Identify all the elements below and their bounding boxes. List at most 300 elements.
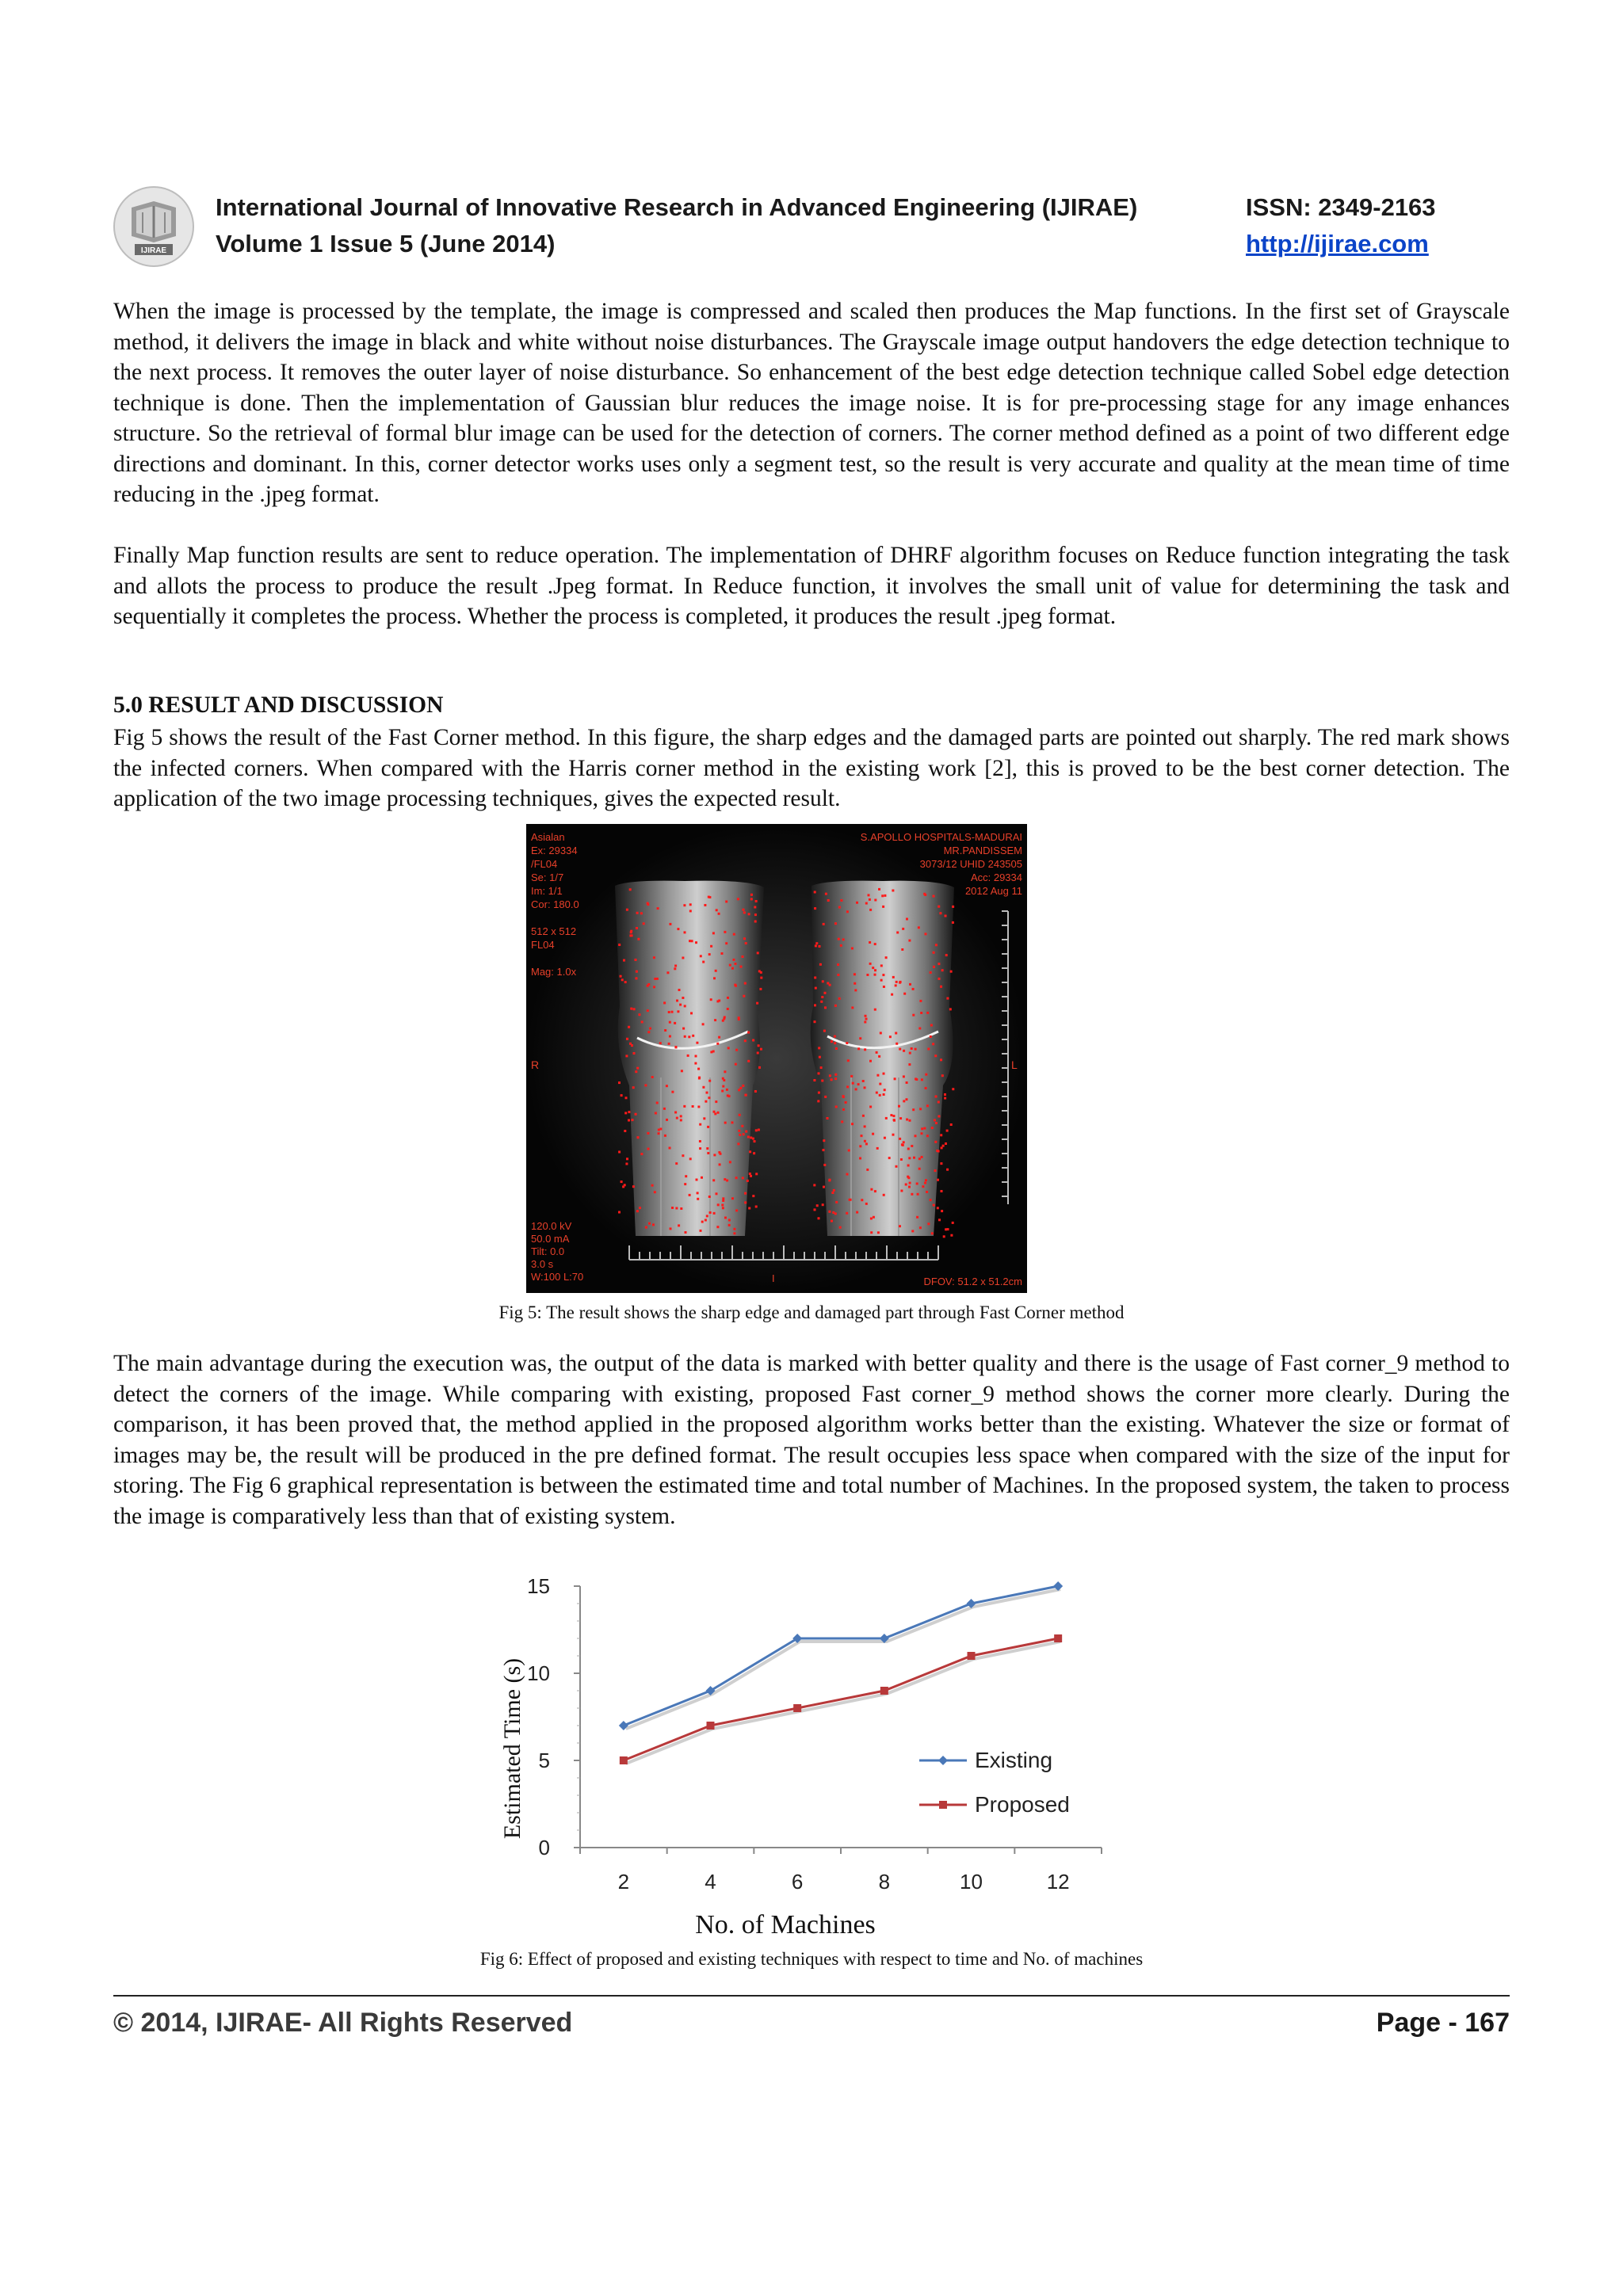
corner-mark [908, 1063, 911, 1066]
corner-mark [735, 1177, 738, 1179]
corner-mark [743, 995, 745, 997]
corner-mark [689, 1158, 692, 1160]
corner-mark [754, 1140, 756, 1142]
corner-mark [631, 934, 633, 936]
corner-mark [674, 967, 676, 970]
corner-mark [944, 1093, 946, 1096]
legend-label-existing: Existing [975, 1748, 1053, 1772]
corner-mark [822, 980, 824, 982]
footer-rule [113, 1995, 1510, 1997]
corner-mark [713, 1111, 716, 1113]
corner-mark [818, 1092, 820, 1094]
corner-mark [737, 898, 739, 900]
corner-mark [938, 1219, 941, 1221]
corner-mark [726, 1089, 728, 1091]
corner-mark [819, 963, 822, 966]
corner-mark [630, 1008, 632, 1010]
corner-mark [874, 1190, 876, 1192]
corner-mark [926, 1135, 929, 1137]
journal-issn: ISSN: 2349-2163 [1246, 193, 1436, 221]
corner-mark [900, 1158, 903, 1161]
corner-mark [931, 1127, 934, 1129]
corner-mark [893, 1119, 896, 1121]
corner-mark [932, 1043, 934, 1045]
corner-mark [870, 1218, 873, 1220]
corner-mark [834, 1042, 836, 1044]
corner-mark [882, 906, 884, 908]
corner-mark [676, 1117, 678, 1119]
corner-mark [713, 1154, 716, 1156]
corner-mark [946, 1130, 949, 1132]
corner-mark [942, 1145, 945, 1147]
corner-mark [884, 1137, 886, 1139]
corner-mark [819, 1056, 821, 1058]
corner-mark [758, 1044, 760, 1047]
corner-mark [666, 1119, 668, 1121]
corner-mark [940, 986, 942, 988]
corner-mark [818, 1217, 820, 1219]
corner-mark [621, 978, 624, 981]
corner-mark [952, 1088, 954, 1090]
corner-mark [760, 977, 762, 979]
corner-mark [823, 1139, 825, 1142]
corner-mark [944, 1097, 946, 1100]
corner-mark [630, 930, 632, 933]
corner-mark [854, 973, 856, 975]
corner-mark [938, 1101, 940, 1104]
corner-mark [912, 988, 915, 990]
corner-mark [696, 1042, 698, 1044]
corner-mark [926, 1191, 928, 1193]
corner-mark [898, 1105, 900, 1108]
corner-mark [653, 956, 655, 959]
corner-mark [714, 1019, 716, 1021]
corner-mark [697, 1068, 700, 1070]
xray-side-left: R [531, 1058, 540, 1071]
corner-mark [880, 1032, 882, 1034]
corner-mark [919, 1108, 922, 1110]
corner-mark [883, 1194, 885, 1196]
corner-mark [927, 1048, 930, 1051]
corner-mark [688, 1035, 690, 1038]
corner-mark [697, 1198, 699, 1200]
corner-mark [862, 1080, 865, 1082]
corner-mark [671, 1011, 674, 1013]
corner-mark [718, 1151, 720, 1154]
corner-mark [907, 1176, 909, 1178]
corner-mark [735, 1209, 738, 1211]
corner-mark [949, 1008, 952, 1010]
corner-mark [628, 1119, 630, 1122]
corner-mark [911, 1047, 913, 1050]
corner-mark [869, 963, 872, 965]
corner-mark [738, 1018, 740, 1020]
corner-mark [756, 1002, 758, 1005]
corner-mark [823, 1149, 825, 1151]
corner-mark [651, 1076, 654, 1078]
corner-mark [722, 1077, 724, 1080]
corner-mark [701, 1221, 704, 1223]
corner-mark [861, 1135, 863, 1137]
corner-mark [689, 1194, 691, 1196]
corner-mark [663, 1001, 666, 1004]
corner-mark [850, 1075, 853, 1077]
left-knee-shape [615, 881, 764, 1236]
corner-mark [911, 1145, 913, 1147]
corner-mark [940, 1134, 942, 1136]
corner-mark [654, 1191, 656, 1193]
corner-mark [633, 1008, 636, 1010]
corner-mark [668, 1043, 670, 1045]
corner-mark [909, 1182, 911, 1184]
corner-mark [682, 997, 684, 999]
corner-mark [851, 1123, 854, 1125]
corner-mark [705, 1100, 707, 1103]
corner-mark [941, 1146, 943, 1149]
corner-mark [919, 1000, 922, 1002]
corner-mark [877, 1231, 880, 1234]
corner-mark [814, 907, 816, 910]
corner-mark [728, 1219, 731, 1222]
corner-mark [744, 1039, 747, 1042]
corner-mark [927, 1222, 930, 1225]
corner-mark [742, 1177, 744, 1179]
corner-mark [752, 1138, 754, 1140]
x-tick-label: 8 [878, 1870, 891, 1894]
corner-mark [873, 1216, 875, 1219]
corner-mark [743, 1133, 745, 1135]
corner-mark [703, 1117, 705, 1119]
corner-mark [856, 902, 858, 904]
corner-mark [899, 1048, 901, 1051]
corner-mark [834, 1005, 837, 1007]
corner-mark [647, 1148, 650, 1150]
corner-mark [908, 1186, 911, 1188]
corner-mark [700, 1230, 702, 1232]
corner-mark [883, 1073, 885, 1075]
corner-mark [727, 997, 729, 999]
corner-mark [636, 977, 638, 979]
corner-mark [705, 1219, 707, 1222]
corner-mark [946, 997, 949, 1000]
corner-mark [637, 1136, 640, 1138]
corner-mark [852, 1082, 854, 1085]
corner-mark [714, 1112, 716, 1115]
corner-mark [940, 1162, 942, 1165]
corner-mark [864, 1048, 866, 1051]
corner-mark [644, 1084, 647, 1086]
corner-mark [869, 1060, 872, 1062]
corner-mark [697, 1106, 700, 1108]
corner-mark [892, 1134, 895, 1136]
corner-mark [834, 1212, 837, 1215]
corner-mark [671, 1091, 674, 1093]
corner-mark [738, 1130, 740, 1132]
corner-mark [626, 909, 628, 911]
corner-mark [827, 982, 829, 985]
corner-mark [636, 971, 638, 973]
corner-mark [666, 1085, 668, 1087]
corner-mark [855, 1088, 857, 1090]
xray-right-annotations: S.APOLLO HOSPITALS-MADURAI MR.PANDISSEM 3073/12 UHID 243505 Acc: 29334 2012 Aug 11 [860, 831, 1022, 897]
corner-mark [933, 1204, 935, 1207]
corner-mark [819, 945, 821, 948]
corner-mark [699, 1123, 701, 1126]
corner-mark [831, 1220, 833, 1222]
corner-mark [950, 1123, 953, 1126]
corner-mark [935, 1122, 938, 1124]
corner-mark [816, 1204, 819, 1207]
corner-mark [744, 1192, 747, 1195]
corner-mark [814, 891, 816, 894]
y-tick-label: 10 [527, 1661, 550, 1685]
corner-mark [823, 1030, 826, 1032]
corner-mark [838, 906, 841, 909]
corner-mark [687, 1055, 689, 1057]
corner-mark [625, 1163, 628, 1165]
corner-mark [664, 1135, 666, 1137]
y-axis-label: Estimated Time (s) [499, 1657, 525, 1840]
corner-mark [835, 1106, 838, 1108]
corner-mark [885, 1117, 888, 1119]
corner-mark [835, 1047, 838, 1050]
corner-mark [834, 1077, 837, 1080]
corner-mark [659, 1042, 662, 1044]
corner-mark [724, 1217, 727, 1219]
corner-mark [677, 928, 679, 930]
corner-mark [699, 1140, 701, 1142]
corner-mark [834, 922, 837, 925]
corner-mark [925, 1087, 927, 1089]
corner-mark [880, 964, 883, 967]
corner-mark [831, 1078, 833, 1081]
corner-mark [854, 989, 857, 991]
corner-mark [717, 1203, 720, 1206]
corner-mark [641, 1020, 643, 1023]
corner-mark [724, 1178, 726, 1180]
xray-left-annotations: Asialan Ex: 29334 /FL04 Se: 1/7 Im: 1/1 Cor: 180.0 512 x 512 FL04 Mag: 1.0x [531, 831, 579, 978]
x-tick-label: 2 [617, 1870, 630, 1894]
corner-mark [865, 902, 868, 905]
corner-mark [924, 1182, 926, 1184]
corner-mark [677, 1010, 679, 1013]
corner-mark [733, 959, 735, 961]
corner-mark [699, 1147, 701, 1150]
xray-figure [526, 824, 1027, 1293]
corner-mark [937, 1207, 939, 1209]
corner-mark [725, 901, 727, 903]
corner-mark [823, 1164, 826, 1166]
corner-mark [950, 1234, 953, 1237]
corner-mark [911, 1230, 914, 1232]
corner-mark [744, 1201, 747, 1203]
corner-mark [694, 1062, 697, 1065]
corner-mark [925, 1074, 927, 1076]
corner-mark [938, 963, 940, 965]
corner-mark [931, 1232, 934, 1234]
corner-mark [921, 1078, 923, 1081]
corner-mark [637, 938, 640, 940]
corner-mark [749, 1150, 751, 1153]
corner-mark [716, 909, 718, 911]
corner-mark [733, 933, 735, 936]
corner-mark [666, 971, 669, 974]
corner-mark [908, 940, 911, 942]
corner-mark [684, 931, 686, 933]
corner-mark [753, 1152, 755, 1154]
corner-mark [890, 1114, 892, 1116]
corner-mark [921, 1132, 923, 1135]
corner-mark [900, 1190, 903, 1192]
corner-mark [659, 1128, 662, 1131]
corner-mark [647, 1031, 650, 1033]
corner-mark [870, 1188, 873, 1191]
corner-mark [899, 1117, 902, 1119]
y-tick-label: 0 [538, 1836, 550, 1859]
corner-mark [707, 1126, 709, 1128]
legend-marker-existing [938, 1756, 948, 1765]
corner-mark [702, 961, 705, 963]
corner-mark [757, 952, 759, 954]
corner-mark [823, 1186, 825, 1188]
journal-url-link[interactable]: http://ijirae.com [1246, 230, 1429, 257]
x-tick-label: 6 [791, 1870, 804, 1894]
corner-mark [655, 1112, 657, 1115]
corner-mark [755, 1173, 758, 1175]
corner-mark [717, 1112, 720, 1114]
corner-mark [674, 1112, 677, 1114]
corner-mark [874, 1009, 876, 1011]
corner-mark [922, 1185, 924, 1188]
corner-mark [678, 989, 681, 991]
corner-mark [658, 1129, 660, 1131]
corner-mark [755, 1206, 758, 1208]
corner-mark [857, 1047, 860, 1050]
corner-mark [838, 938, 840, 940]
corner-mark [682, 957, 684, 959]
right-knee-shape [811, 881, 954, 1236]
corner-mark [747, 1180, 749, 1182]
corner-mark [713, 977, 716, 979]
corner-mark [847, 1059, 850, 1062]
corner-mark [899, 981, 902, 983]
corner-mark [850, 1199, 852, 1201]
corner-mark [754, 913, 757, 916]
journal-volume: Volume 1 Issue 5 (June 2014) [216, 230, 556, 257]
corner-mark [902, 928, 904, 930]
corner-mark [874, 969, 876, 971]
corner-mark [934, 1055, 937, 1057]
side-ruler [1002, 911, 1008, 1196]
corner-mark [759, 988, 762, 990]
corner-mark [656, 978, 659, 980]
corner-mark [934, 1169, 937, 1172]
corner-mark [865, 1015, 867, 1017]
xray-bottom-left-annotations: 120.0 kV 50.0 mA Tilt: 0.0 3.0 s W:100 L:70 [531, 1220, 584, 1283]
corner-mark [903, 1050, 905, 1052]
corner-mark [917, 1193, 919, 1196]
paragraph-4: The main advantage during the execution was, the output of the data is marked with better quality and there is the usage of Fast corner_9 method to detect the corners of the image. While comparing with existing, proposed Fast corner_9 method shows the corner more clearly. During the comparison, it has been proved that, the method applied in the proposed algorithm works better than the existing. Whatever the size or format of images may be, the result will be produced in the pre defined format. The result occupies less space when compared with the size of the input for storing. The Fig 6 graphical representation is between the estimated time and total number of Machines. In the proposed system, the taken to process the image is comparatively less than that of existing system. [113, 1351, 1510, 1529]
corner-mark [758, 1066, 761, 1069]
x-tick-label: 10 [960, 1870, 983, 1894]
corner-mark [668, 1011, 670, 1013]
corner-mark [652, 1223, 655, 1226]
xray-bottom-right: DFOV: 51.2 x 51.2cm [923, 1276, 1022, 1287]
corner-mark [739, 1134, 741, 1136]
corner-mark [719, 1163, 721, 1165]
corner-mark [716, 1226, 719, 1228]
corner-mark [708, 1196, 711, 1198]
corner-mark [906, 1098, 908, 1100]
corner-mark [742, 955, 744, 958]
corner-mark [815, 944, 817, 947]
corner-mark [758, 970, 761, 972]
corner-mark [845, 1101, 847, 1104]
corner-mark [669, 1147, 671, 1150]
corner-mark [831, 1040, 833, 1043]
corner-mark [934, 1141, 937, 1143]
corner-mark [702, 1023, 705, 1025]
corner-mark [689, 940, 691, 942]
corner-mark [903, 1141, 905, 1143]
corner-mark [747, 1060, 750, 1062]
corner-mark [747, 1136, 750, 1138]
corner-mark [684, 1183, 686, 1185]
corner-mark [846, 1085, 849, 1088]
corner-mark [636, 1067, 639, 1070]
y-tick-label: 15 [527, 1574, 550, 1598]
corner-mark [618, 1211, 621, 1214]
corner-mark [724, 1070, 726, 1073]
corner-mark [872, 967, 874, 969]
corner-mark [706, 1092, 708, 1094]
corner-mark [625, 1097, 628, 1099]
corner-mark [906, 1081, 908, 1084]
corner-mark [859, 1145, 861, 1147]
svg-text:IJIRAE: IJIRAE [140, 246, 167, 255]
corner-mark [943, 1235, 945, 1238]
corner-mark [921, 1156, 923, 1158]
corner-mark [748, 913, 750, 915]
corner-mark [930, 1199, 932, 1201]
corner-mark [657, 907, 659, 910]
corner-mark [696, 1179, 698, 1181]
journal-logo [111, 184, 197, 269]
corner-mark [952, 906, 954, 908]
corner-mark [739, 1114, 741, 1116]
corner-mark [865, 1203, 868, 1205]
corner-mark [679, 1004, 682, 1006]
corner-mark [842, 1108, 845, 1111]
corner-mark [722, 1199, 724, 1202]
corner-mark [846, 910, 849, 913]
corner-mark [879, 1094, 881, 1097]
corner-mark [675, 1207, 678, 1210]
corner-mark [628, 1111, 630, 1113]
corner-mark [919, 1226, 922, 1229]
paragraph-1: When the image is processed by the template, the image is compressed and scaled then produces the Map functions. In the first set of Grayscale method, it delivers the image in black and white without noise disturbances. The Grayscale image output handovers the edge detection technique to the next process. It removes the outer layer of noise disturbance. So enhancement of the best edge detection technique called Sobel edge detection technique is done. Then the implementation of Gaussian blur reduces the image noise. It is for pre-processing stage for any image enhances structure. So the retrieval of formal blur image can be used for the detection of corners. The corner method defined as a point of two different edge directions and dominant. In this, corner detector works uses only a segment test, so the result is very accurate and quality at the mean time of time reducing in the .jpeg format. [113, 299, 1510, 507]
corner-mark [876, 1092, 878, 1094]
corner-mark [704, 904, 706, 906]
corner-mark [718, 1036, 720, 1039]
corner-mark [735, 1063, 737, 1066]
corner-mark [745, 1131, 747, 1133]
corner-mark [758, 1129, 760, 1131]
corner-mark [624, 1130, 626, 1132]
corner-mark [908, 1157, 911, 1159]
corner-mark [921, 1127, 923, 1130]
corner-mark [625, 1055, 628, 1057]
